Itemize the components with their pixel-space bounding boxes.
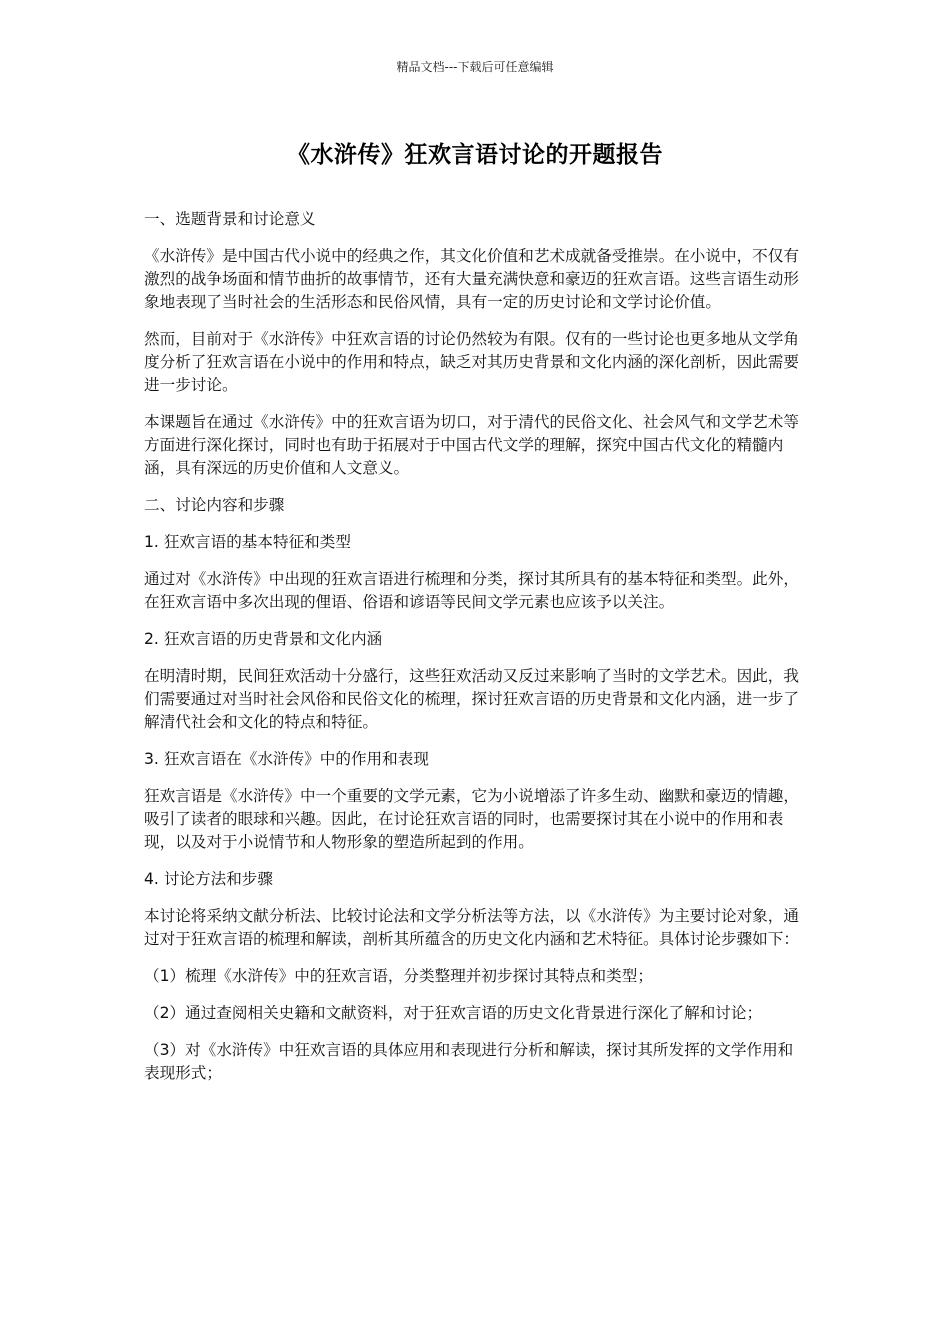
list-item: （3）对《水浒传》中狂欢言语的具体应用和表现进行分析和解读，探讨其所发挥的文学作用和表现形式； (144, 1041, 794, 1082)
paragraph: 然而，目前对于《水浒传》中狂欢言语的讨论仍然较为有限。仅有的一些讨论也更多地从文学角度分析了狂欢言语在小说中的作用和特点，缺乏对其历史背景和文化内涵的深化剖析，因此需要进一步讨论。 (144, 330, 799, 394)
paragraph: 在明清时期，民间狂欢活动十分盛行，这些狂欢活动又反过来影响了当时的文学艺术。因此，我们需要通过对当时社会风俗和民俗文化的梳理，探讨狂欢言语的历史背景和文化内涵，进一步了解清代社会和文化的特点和特征。 (144, 667, 799, 731)
document-title: 《水浒传》狂欢言语讨论的开题报告 (287, 142, 663, 168)
document-body (144, 208, 808, 1099)
paragraph: 本课题旨在通过《水浒传》中的狂欢言语为切口，对于清代的民俗文化、社会风气和文学艺术等方面进行深化探讨，同时也有助于拓展对于中国古代文学的理解，探究中国古代文化的精髓内涵，具有深远的历史价值和人文意义。 (144, 413, 799, 477)
subsection-heading: 2. 狂欢言语的历史背景和文化内涵 (144, 630, 383, 648)
subsection-heading: 3. 狂欢言语在《水浒传》中的作用和表现 (144, 750, 429, 768)
section-heading: 二、讨论内容和步骤 (144, 496, 285, 514)
list-item: （2）通过查阅相关史籍和文献资料，对于狂欢言语的历史文化背景进行深化了解和讨论； (144, 1004, 763, 1022)
paragraph: 《水浒传》是中国古代小说中的经典之作，其文化价值和艺术成就备受推崇。在小说中，不仅有激烈的战争场面和情节曲折的故事情节，还有大量充满快意和豪迈的狂欢言语。这些言语生动形象地表现了当时社会的生活形态和民俗风情，具有一定的历史讨论和文学讨论价值。 (144, 247, 799, 311)
page-header: 精品文档---下载后可任意编辑 (396, 60, 554, 74)
subsection-heading: 4. 讨论方法和步骤 (144, 870, 273, 888)
paragraph: 通过对《水浒传》中出现的狂欢言语进行梳理和分类，探讨其所具有的基本特征和类型。此外，在狂欢言语中多次出现的俚语、俗语和谚语等民间文学元素也应该予以关注。 (144, 570, 799, 611)
section-heading: 一、选题背景和讨论意义 (144, 210, 316, 228)
list-item: （1）梳理《水浒传》中的狂欢言语，分类整理并初步探讨其特点和类型； (144, 967, 653, 985)
paragraph: 本讨论将采纳文献分析法、比较讨论法和文学分析法等方法，以《水浒传》为主要讨论对象，通过对于狂欢言语的梳理和解读，剖析其所蕴含的历史文化内涵和艺术特征。具体讨论步骤如下： (144, 907, 799, 948)
paragraph: 狂欢言语是《水浒传》中一个重要的文学元素，它为小说增添了许多生动、幽默和豪迈的情趣，吸引了读者的眼球和兴趣。因此，在讨论狂欢言语的同时，也需要探讨其在小说中的作用和表现，以及对于小说情节和人物形象的塑造所起到的作用。 (144, 787, 799, 851)
subsection-heading: 1. 狂欢言语的基本特征和类型 (144, 533, 351, 551)
